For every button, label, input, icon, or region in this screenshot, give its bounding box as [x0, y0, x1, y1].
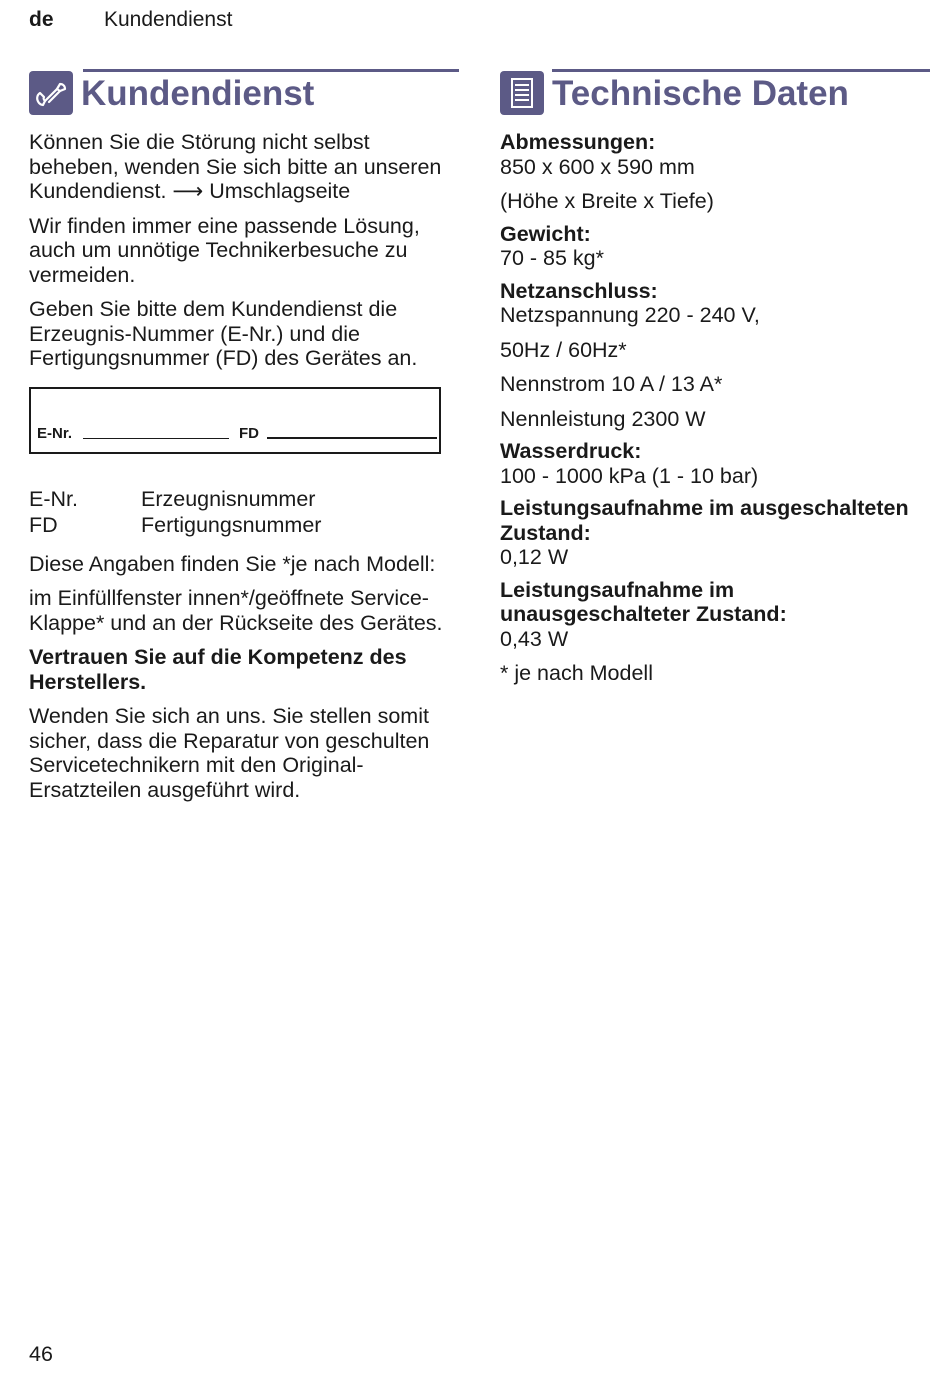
- spec-heading: Gewicht:: [500, 221, 591, 246]
- technical-data-section: [500, 68, 930, 694]
- spec-value: 0,12 W: [500, 545, 569, 569]
- abbreviation: E-Nr.: [29, 486, 78, 511]
- spec-value: Nennleistung 2300 W: [500, 406, 706, 431]
- fd-label: FD: [239, 424, 259, 442]
- numbers-paragraph: Geben Sie bitte dem Kundendienst die Erzeugnis-Nummer (E-Nr.) und die Fertigungsnummer (FD) des Gerätes an.: [29, 297, 418, 370]
- section-title: Technische Daten: [552, 74, 849, 113]
- header-title: Kundendienst: [104, 8, 233, 31]
- location-intro: Diese Angaben finden Sie *je nach Modell:: [29, 551, 436, 576]
- section-title: Kundendienst: [81, 74, 315, 113]
- spec-heading: Wasserdruck:: [500, 439, 642, 463]
- spec-value: 100 - 1000 kPa (1 - 10 bar): [500, 463, 759, 488]
- abbreviation-meaning: Erzeugnisnummer: [141, 486, 316, 511]
- spec-power: [500, 279, 930, 432]
- document-icon: [500, 71, 544, 115]
- spec-value: 50Hz / 60Hz*: [500, 337, 627, 362]
- spec-heading: Leistungsaufnahme im ausgeschalteten Zustand:: [500, 496, 909, 545]
- heading-rule: [83, 69, 459, 72]
- list-item: [29, 486, 459, 512]
- spec-power-on: [500, 578, 930, 686]
- spec-value: Nennstrom 10 A / 13 A*: [500, 372, 723, 396]
- section-heading: [29, 68, 459, 116]
- rating-label-box: [29, 387, 441, 454]
- solution-paragraph: Wir finden immer eine passende Lösung, auch um unnötige Technikerbesuche zu vermeiden.: [29, 213, 420, 287]
- trust-paragraph: Wenden Sie sich an uns. Sie stellen somit sicher, dass die Reparatur von geschulten Servicetechnikern mit den Original-Ersatzteilen ausgeführt wird.: [29, 704, 430, 802]
- fd-line: [267, 437, 437, 439]
- enr-line: [83, 438, 229, 439]
- language-code: de: [29, 8, 54, 31]
- page-number: 46: [29, 1342, 53, 1366]
- spec-value: Netzspannung 220 - 240 V,: [500, 303, 760, 327]
- spec-value: 70 - 85 kg*: [500, 246, 604, 270]
- section-heading: [500, 68, 930, 116]
- customer-service-section: [29, 68, 459, 812]
- spec-heading: Abmessungen:: [500, 130, 656, 154]
- abbreviation-list: [29, 486, 459, 538]
- location-paragraph: im Einfüllfenster innen*/geöffnete Service-Klappe* und an der Rückseite des Gerätes.: [29, 586, 443, 635]
- spec-heading: Leistungsaufnahme im unausgeschalteter Zustand:: [500, 577, 787, 626]
- spec-note: (Höhe x Breite x Tiefe): [500, 189, 714, 213]
- enr-label: E-Nr.: [37, 424, 73, 442]
- trust-heading: Vertrauen Sie auf die Kompetenz des Herstellers.: [29, 645, 407, 694]
- spec-value: 850 x 600 x 590 mm: [500, 154, 695, 179]
- spec-weight: [500, 222, 930, 271]
- footnote: * je nach Modell: [500, 661, 653, 685]
- abbreviation: FD: [29, 512, 58, 537]
- spec-heading: Netzanschluss:: [500, 278, 658, 303]
- intro-paragraph: Können Sie die Störung nicht selbst beheben, wenden Sie sich bitte an unseren Kundendienst. ⟶ Umschlagseite: [29, 130, 442, 203]
- heading-rule: [552, 69, 930, 72]
- spec-value: 0,43 W: [500, 626, 569, 651]
- spec-power-off: [500, 496, 930, 570]
- spec-water-pressure: [500, 439, 930, 488]
- phone-icon: [29, 71, 73, 115]
- abbreviation-meaning: Fertigungsnummer: [141, 512, 322, 537]
- list-item: [29, 512, 459, 538]
- spec-dimensions: [500, 130, 930, 214]
